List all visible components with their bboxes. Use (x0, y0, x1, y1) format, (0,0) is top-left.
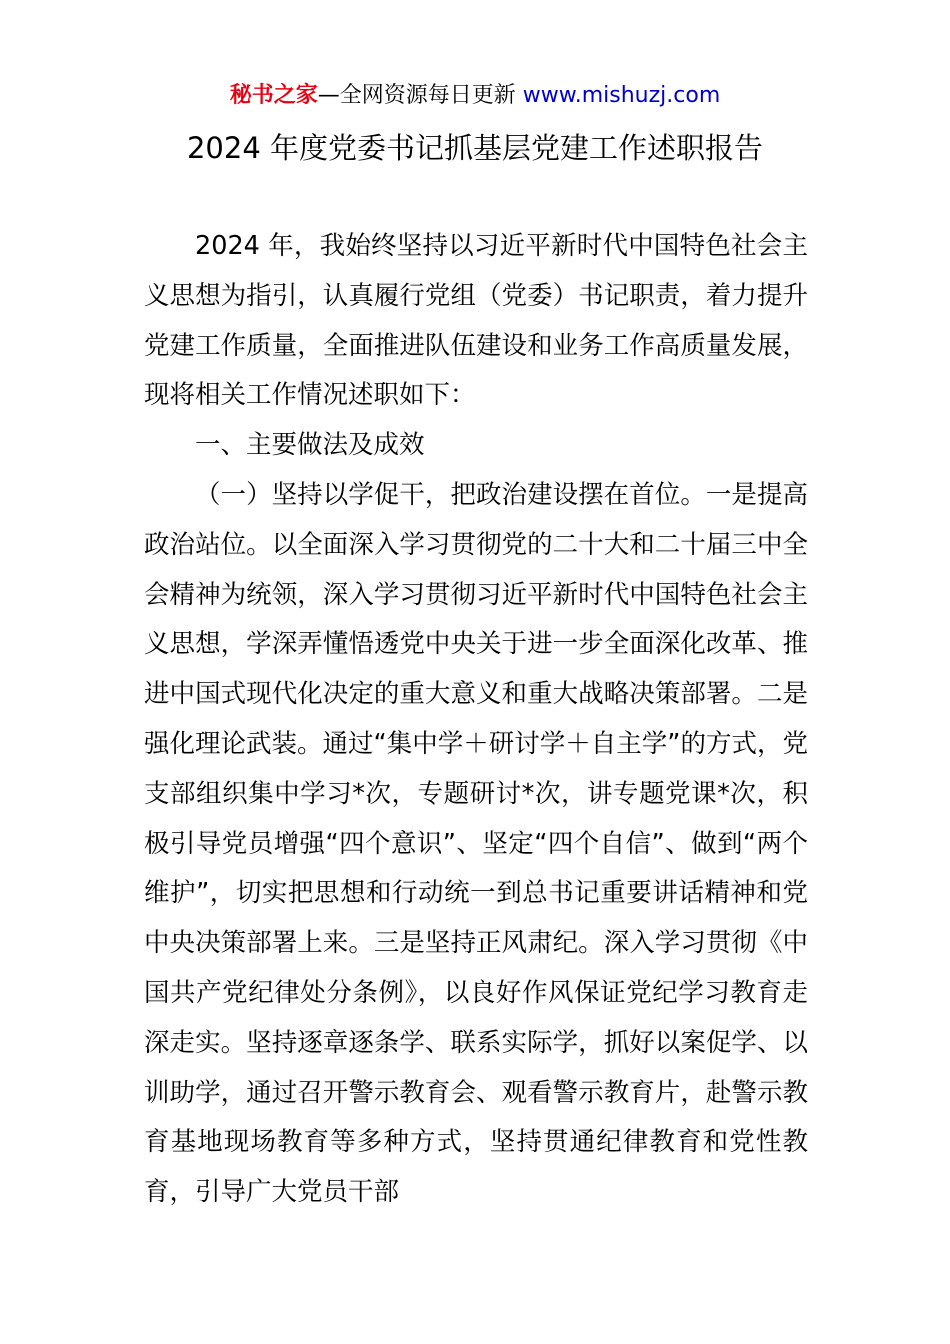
site-brand: 秘书之家 (229, 83, 318, 108)
site-header (0, 80, 950, 112)
document-body (144, 222, 808, 1218)
section-heading: 一、主要做法及成效 (195, 430, 425, 461)
site-tagline: —全网资源每日更新 (317, 83, 523, 108)
site-url-link[interactable]: www.mishuzj.com (522, 83, 721, 108)
document-title: 2024 年度党委书记抓基层党建工作述职报告 (186, 131, 764, 165)
body-paragraph: （一）坚持以学促干，把政治建设摆在首位。一是提高政治站位。以全面深入学习贯彻党的二十大和二十届三中全会精神为统领，深入学习贯彻习近平新时代中国特色社会主义思想，学深弄懂悟透党中央关于进一步全面深化改革、推进中国式现代化决定的重大意义和重大战略决策部署。二是强化理论武装。通过“集中学＋研讨学＋自主学”的方式，党支部组织集中学习*次，专题研讨*次，讲专题党课*次，积极引导党员增强“四个意识”、坚定“四个自信”、做到“两个维护”，切实把思想和行动统一到总书记重要讲话精神和党中央决策部署上来。三是坚持正风肃纪。深入学习贯彻《中国共产党纪律处分条例》，以良好作风保证党纪学习教育走深走实。坚持逐章逐条学、联系实际学，抓好以案促学、以训助学，通过召开警示教育会、观看警示教育片，赴警示教育基地现场教育等多种方式，坚持贯通纪律教育和党性教育，引导广大党员干部 (144, 479, 808, 1208)
intro-paragraph: 2024 年，我始终坚持以习近平新时代中国特色社会主义思想为指引，认真履行党组（党委）书记职责，着力提升党建工作质量，全面推进队伍建设和业务工作高质量发展，现将相关工作情况述职如下： (144, 231, 808, 411)
